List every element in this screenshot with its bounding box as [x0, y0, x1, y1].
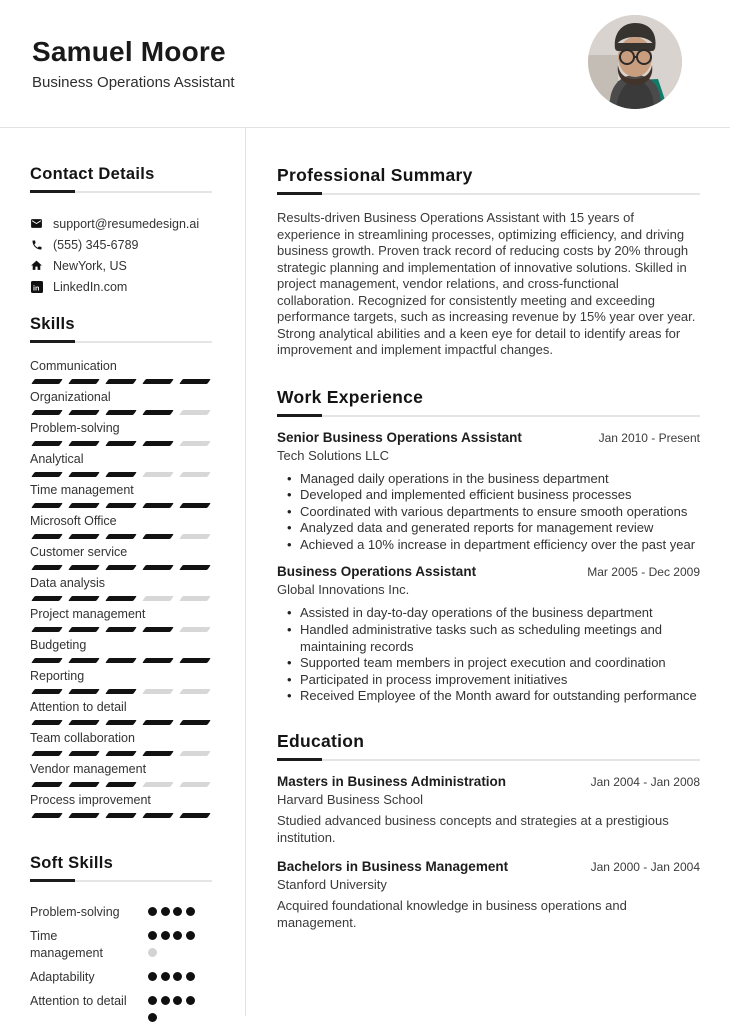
soft-skill-row: [30, 969, 212, 986]
rating-dot-filled: [173, 907, 182, 916]
skill-label: Budgeting: [30, 638, 87, 652]
job-bullet: • Participated in process improvement initiatives: [277, 672, 700, 689]
skill-segment-filled: [105, 503, 137, 508]
soft-skill-label: Adaptability: [30, 970, 95, 984]
soft-skills-heading-underline: [30, 880, 212, 882]
contact-item: [30, 255, 212, 276]
skill-segment-filled: [68, 627, 100, 632]
avatar-illustration: [588, 15, 682, 109]
svg-text:in: in: [32, 282, 39, 292]
contact-item-text: NewYork, US: [53, 258, 127, 273]
skill-row: [30, 731, 212, 756]
job-bullet: • Assisted in day-to-day operations of the business department: [277, 605, 700, 622]
education-entry: [277, 858, 700, 931]
rating-dot-filled: [148, 931, 157, 940]
job-bullet: • Handled administrative tasks such as scheduling meetings and maintaining records: [277, 622, 700, 655]
skill-segment-filled: [68, 720, 100, 725]
skill-segment-filled: [31, 410, 63, 415]
skill-segment-filled: [31, 596, 63, 601]
skill-segment-filled: [105, 813, 137, 818]
skill-segment-filled: [31, 503, 63, 508]
skill-segment-empty: [142, 782, 174, 787]
skill-segment-filled: [68, 596, 100, 601]
soft-skill-label: Attention to detail: [30, 994, 127, 1008]
job-dates: Jan 2010 - Present: [598, 430, 700, 445]
skill-segment-empty: [142, 596, 174, 601]
job-company: Global Innovations Inc.: [277, 582, 410, 598]
contact-list: [30, 213, 212, 297]
skill-label: Team collaboration: [30, 731, 135, 745]
job-bullet: • Achieved a 10% increase in department efficiency over the past year: [277, 537, 700, 554]
soft-skill-label: Problem-solving: [30, 905, 120, 919]
education-header-row: [277, 858, 700, 875]
contact-item-text: support@resumedesign.ai: [53, 216, 200, 231]
rating-dot-empty: [148, 948, 157, 957]
skill-row: [30, 700, 212, 725]
skill-segment-filled: [31, 565, 63, 570]
skill-row: [30, 483, 212, 508]
skill-level-bar: [30, 813, 212, 818]
home-icon: [30, 259, 43, 272]
skill-label: Attention to detail: [30, 700, 127, 714]
skill-segment-filled: [105, 782, 137, 787]
skill-segment-filled: [105, 565, 137, 570]
contact-item-text: (555) 345-6789: [53, 237, 139, 252]
skill-level-bar: [30, 596, 212, 601]
soft-skills-list: [30, 904, 212, 1022]
skill-segment-filled: [105, 410, 137, 415]
job-bullet: • Managed daily operations in the business department: [277, 471, 700, 488]
skill-row: [30, 638, 212, 663]
job-entry: [277, 429, 700, 554]
job-title: Business Operations Assistant: [277, 564, 477, 580]
job-bullet-list: [277, 471, 700, 554]
skill-segment-filled: [142, 813, 174, 818]
main-column: [245, 128, 730, 1024]
person-name: Samuel Moore: [32, 36, 226, 67]
skill-segment-filled: [105, 441, 137, 446]
experience-heading-underline: [277, 415, 700, 417]
rating-dot-filled: [161, 931, 170, 940]
rating-dot-filled: [186, 972, 195, 981]
skill-segment-filled: [31, 534, 63, 539]
rating-dot-filled: [148, 996, 157, 1005]
soft-skill-row: [30, 928, 212, 962]
skill-segment-filled: [105, 379, 137, 384]
skill-segment-filled: [179, 813, 211, 818]
skill-segment-filled: [179, 379, 211, 384]
skill-label: Communication: [30, 359, 117, 373]
job-bullet: • Received Employee of the Month award for outstanding performance: [277, 688, 700, 705]
job-entry: [277, 563, 700, 705]
soft-skills-heading: Soft Skills: [30, 854, 114, 872]
skills-section: [30, 315, 212, 818]
education-header-row: [277, 773, 700, 790]
skill-segment-empty: [142, 472, 174, 477]
skills-heading: Skills: [30, 315, 75, 333]
skill-segment-filled: [179, 565, 211, 570]
skill-segment-empty: [179, 534, 211, 539]
skill-row: [30, 390, 212, 415]
skill-level-bar: [30, 565, 212, 570]
skill-segment-filled: [142, 410, 174, 415]
skill-segment-filled: [31, 472, 63, 477]
skill-segment-empty: [179, 441, 211, 446]
linkedin-icon: [30, 280, 43, 293]
skill-segment-empty: [179, 596, 211, 601]
skill-segment-filled: [31, 627, 63, 632]
skill-segment-filled: [68, 503, 100, 508]
skills-heading-underline: [30, 341, 212, 343]
job-bullet: • Analyzed data and generated reports for management review: [277, 520, 700, 537]
soft-skill-dots: [148, 969, 198, 981]
education-heading: Education: [277, 731, 365, 752]
rating-dot-filled: [161, 907, 170, 916]
rating-dot-filled: [148, 907, 157, 916]
school-name: Harvard Business School: [277, 792, 423, 808]
skill-segment-empty: [179, 751, 211, 756]
skill-segment-filled: [68, 689, 100, 694]
schools-list: [277, 773, 700, 931]
skill-row: [30, 421, 212, 446]
job-company: Tech Solutions LLC: [277, 447, 390, 463]
soft-skill-row: [30, 904, 212, 921]
phone-icon: [30, 238, 43, 251]
skill-segment-filled: [142, 565, 174, 570]
skill-segment-empty: [179, 472, 211, 477]
education-description: Acquired foundational knowledge in business operations and management.: [277, 898, 627, 930]
job-bullet: • Developed and implemented efficient business processes: [277, 487, 700, 504]
skill-label: Process improvement: [30, 793, 151, 807]
summary-heading: Professional Summary: [277, 165, 473, 185]
experience-heading: Work Experience: [277, 386, 424, 407]
skill-segment-filled: [31, 689, 63, 694]
skill-segment-empty: [179, 689, 211, 694]
skill-segment-filled: [31, 782, 63, 787]
skill-segment-filled: [142, 503, 174, 508]
skill-level-bar: [30, 658, 212, 663]
degree-title: Masters in Business Administration: [277, 774, 507, 790]
soft-skill-dots: [148, 928, 198, 957]
contact-item[interactable]: [30, 213, 212, 234]
degree-title: Bachelors in Business Management: [277, 859, 509, 875]
education-section: [277, 731, 700, 931]
skill-segment-filled: [68, 751, 100, 756]
sidebar: [0, 128, 245, 1024]
skill-label: Reporting: [30, 669, 85, 683]
soft-skills-section: [30, 854, 212, 1022]
rating-dot-filled: [173, 931, 182, 940]
rating-dot-filled: [161, 996, 170, 1005]
contact-item-text: LinkedIn.com: [53, 279, 128, 294]
rating-dot-filled: [161, 972, 170, 981]
skill-segment-filled: [142, 534, 174, 539]
skill-segment-filled: [68, 472, 100, 477]
email-icon: [30, 217, 43, 230]
education-heading-underline: [277, 759, 700, 761]
skill-label: Analytical: [30, 452, 84, 466]
jobs-list: [277, 429, 700, 706]
skill-segment-filled: [105, 658, 137, 663]
skill-segment-filled: [179, 658, 211, 663]
skill-level-bar: [30, 689, 212, 694]
job-title: Senior Business Operations Assistant: [277, 429, 522, 445]
skill-label: Microsoft Office: [30, 514, 117, 528]
education-dates: Jan 2004 - Jan 2008: [590, 775, 700, 790]
skill-level-bar: [30, 472, 212, 477]
soft-skill-dots: [148, 993, 198, 1022]
skill-level-bar: [30, 441, 212, 446]
job-bullet-list: [277, 605, 700, 705]
skill-label: Organizational: [30, 390, 111, 404]
skill-segment-filled: [105, 627, 137, 632]
skill-label: Customer service: [30, 545, 128, 559]
skill-segment-filled: [142, 627, 174, 632]
skill-row: [30, 452, 212, 477]
education-dates: Jan 2000 - Jan 2004: [590, 860, 700, 875]
rating-dot-filled: [173, 972, 182, 981]
skill-segment-filled: [31, 379, 63, 384]
skill-segment-filled: [68, 782, 100, 787]
rating-dot-filled: [148, 972, 157, 981]
skill-segment-filled: [105, 689, 137, 694]
skill-row: [30, 793, 212, 818]
contact-heading-underline: [30, 191, 212, 193]
skill-segment-filled: [142, 720, 174, 725]
skill-segment-filled: [68, 813, 100, 818]
rating-dot-filled: [173, 996, 182, 1005]
skill-label: Time management: [30, 483, 134, 497]
skill-segment-empty: [179, 410, 211, 415]
skill-level-bar: [30, 720, 212, 725]
skill-label: Problem-solving: [30, 421, 120, 435]
summary-text: Results-driven Business Operations Assistant with 15 years of experience in streamlining processes, optimizing efficiency, and driving business growth. Proven track record of reducing costs by 20% through strategic planning and implementation of innovative solutions. Skilled in project management, vendor relations, and cross-functional collaboration. Recognized for consistently meeting and exceeding performance targets, such as increasing revenue by 15% year over year. Strong analytical abilities and a keen eye for detail to identify areas for improvement and implement impactful changes.: [277, 210, 696, 357]
skill-segment-filled: [31, 658, 63, 663]
skill-segment-filled: [142, 379, 174, 384]
rating-dot-filled: [186, 931, 195, 940]
skill-segment-filled: [179, 503, 211, 508]
contact-section: [30, 128, 212, 297]
skill-segment-filled: [142, 751, 174, 756]
skill-segment-filled: [105, 751, 137, 756]
summary-heading-underline: [277, 193, 700, 195]
skill-level-bar: [30, 627, 212, 632]
rating-dot-filled: [148, 1013, 157, 1022]
skill-segment-filled: [31, 813, 63, 818]
education-entry: [277, 773, 700, 846]
skill-segment-filled: [68, 379, 100, 384]
skills-list: [30, 359, 212, 818]
skill-row: [30, 576, 212, 601]
skill-row: [30, 514, 212, 539]
skill-level-bar: [30, 782, 212, 787]
contact-item[interactable]: [30, 276, 212, 297]
skill-segment-filled: [68, 658, 100, 663]
skill-row: [30, 669, 212, 694]
skill-segment-filled: [31, 720, 63, 725]
skill-segment-empty: [179, 627, 211, 632]
skill-label: Vendor management: [30, 762, 147, 776]
skill-segment-filled: [105, 720, 137, 725]
education-description: Studied advanced business concepts and strategies at a prestigious institution.: [277, 813, 669, 845]
skill-segment-filled: [105, 472, 137, 477]
skill-segment-filled: [179, 720, 211, 725]
contact-heading: Contact Details: [30, 165, 155, 183]
soft-skill-row: [30, 993, 212, 1022]
skill-segment-empty: [142, 689, 174, 694]
skill-segment-filled: [68, 565, 100, 570]
skill-segment-filled: [142, 441, 174, 446]
job-dates: Mar 2005 - Dec 2009: [587, 565, 700, 580]
job-header-row: [277, 429, 700, 446]
contact-item: [30, 234, 212, 255]
job-bullet: • Coordinated with various departments to ensure smooth operations: [277, 504, 700, 521]
skill-row: [30, 762, 212, 787]
summary-section: [277, 128, 700, 359]
skill-level-bar: [30, 410, 212, 415]
skill-segment-filled: [68, 534, 100, 539]
rating-dot-filled: [186, 996, 195, 1005]
skill-segment-filled: [31, 751, 63, 756]
skill-segment-filled: [31, 441, 63, 446]
school-name: Stanford University: [277, 877, 387, 893]
skill-level-bar: [30, 379, 212, 384]
profile-photo: [588, 15, 682, 109]
soft-skill-label: Time management: [30, 929, 103, 960]
soft-skill-dots: [148, 904, 198, 916]
resume-header: [0, 0, 730, 127]
job-header-row: [277, 563, 700, 580]
skill-segment-filled: [68, 441, 100, 446]
skill-row: [30, 359, 212, 384]
rating-dot-filled: [186, 907, 195, 916]
skill-segment-filled: [68, 410, 100, 415]
skill-segment-filled: [105, 596, 137, 601]
job-bullet: • Supported team members in project execution and coordination: [277, 655, 700, 672]
skill-level-bar: [30, 503, 212, 508]
skill-row: [30, 545, 212, 570]
skill-segment-filled: [105, 534, 137, 539]
skill-row: [30, 607, 212, 632]
skill-segment-filled: [142, 658, 174, 663]
skill-level-bar: [30, 534, 212, 539]
person-job-title: Business Operations Assistant: [32, 74, 235, 91]
skill-label: Project management: [30, 607, 146, 621]
skill-level-bar: [30, 751, 212, 756]
skill-segment-empty: [179, 782, 211, 787]
experience-section: [277, 387, 700, 706]
skill-label: Data analysis: [30, 576, 106, 590]
